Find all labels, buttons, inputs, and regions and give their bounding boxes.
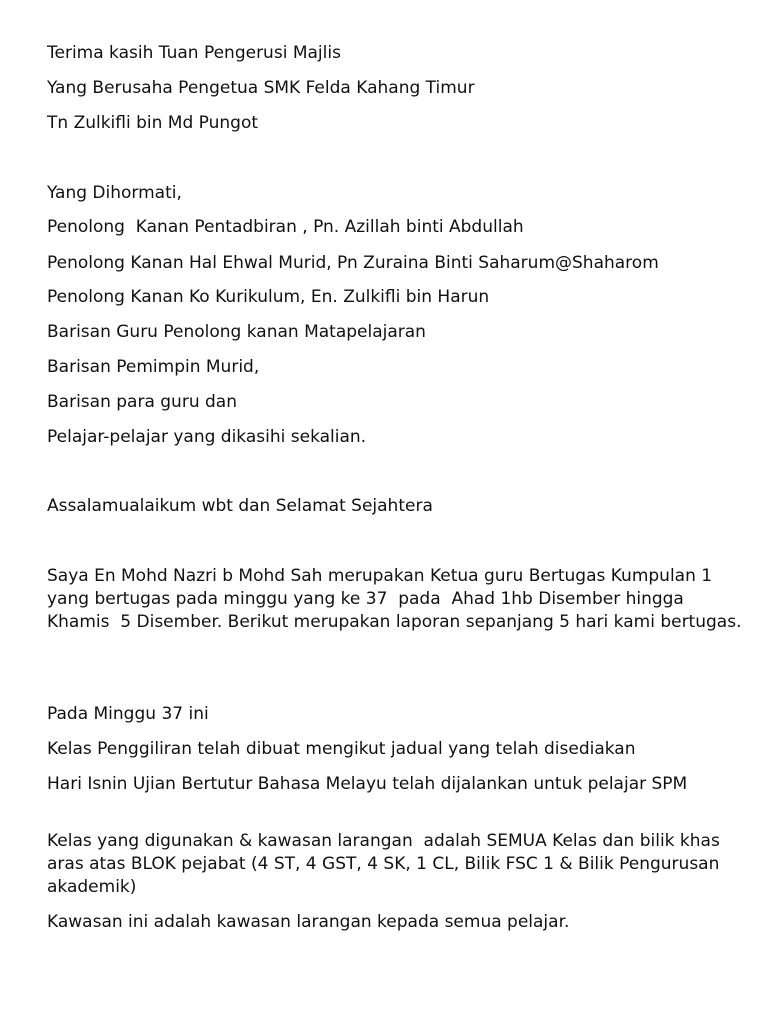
- week-heading: Pada Minggu 37 ini: [47, 704, 209, 724]
- respected-item: Penolong Kanan Ko Kurikulum, En. Zulkifli bin Harun: [47, 287, 490, 307]
- report-item: Kelas Penggiliran telah dibuat mengikut jadual yang telah disediakan: [47, 739, 636, 759]
- respected-item: Penolong Kanan Pentadbiran , Pn. Azillah binti Abdullah: [47, 217, 524, 237]
- report-item: Kawasan ini adalah kawasan larangan kepada semua pelajar.: [47, 912, 570, 932]
- greeting: Assalamualaikum wbt dan Selamat Sejahtera: [47, 496, 433, 516]
- respected-item: Barisan Guru Penolong kanan Matapelajaran: [47, 322, 426, 342]
- salutation-principal: Yang Berusaha Pengetua SMK Felda Kahang Timur: [47, 78, 475, 98]
- intro-paragraph: Saya En Mohd Nazri b Mohd Sah merupakan Ketua guru Bertugas Kumpulan 1 yang bertugas pada minggu yang ke 37 pada Ahad 1hb Disember hingga Khamis 5 Disember. Berikut merupakan laporan sepanjang 5 hari kami bertugas.: [47, 566, 742, 632]
- report-item: Kelas yang digunakan & kawasan larangan adalah SEMUA Kelas dan bilik khas aras atas BLOK pejabat (4 ST, 4 GST, 4 SK, 1 CL, Bilik FSC 1 & Bilik Pengurusan akademik): [47, 831, 726, 897]
- salutation-principal-name: Tn Zulkifli bin Md Pungot: [47, 113, 259, 133]
- respected-item: Pelajar-pelajar yang dikasihi sekalian.: [47, 427, 367, 447]
- salutation-chairman: Terima kasih Tuan Pengerusi Majlis: [47, 43, 341, 63]
- report-item: Hari Isnin Ujian Bertutur Bahasa Melayu telah dijalankan untuk pelajar SPM: [47, 774, 688, 794]
- respected-item: Penolong Kanan Hal Ehwal Murid, Pn Zuraina Binti Saharum@Shaharom: [47, 253, 659, 273]
- respected-item: Barisan para guru dan: [47, 392, 237, 412]
- respected-item: Barisan Pemimpin Murid,: [47, 357, 260, 377]
- respected-heading: Yang Dihormati,: [47, 183, 182, 203]
